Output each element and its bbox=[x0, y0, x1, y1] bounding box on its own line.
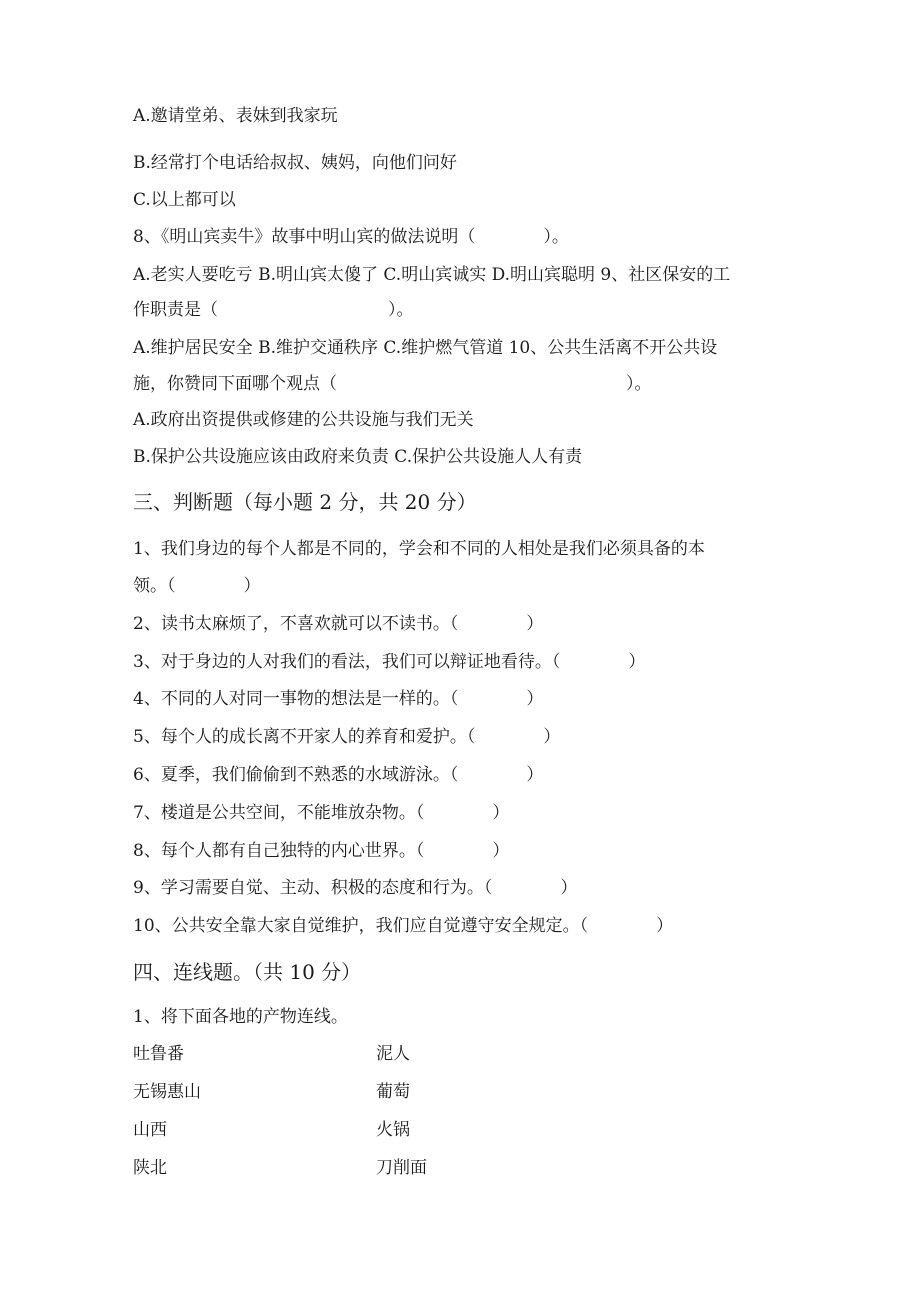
option-line: C.以上都可以 bbox=[133, 190, 236, 210]
matching-product: 泥人 bbox=[376, 1044, 410, 1064]
section-heading: 四、连线题。（共 10 分） bbox=[133, 960, 362, 984]
judge-item: 2、读书太麻烦了，不喜欢就可以不读书。（ ） bbox=[133, 614, 544, 634]
judge-item: 10、公共安全靠大家自觉维护，我们应自觉遵守安全规定。（ ） bbox=[133, 916, 674, 936]
question-line: 8、《明山宾卖牛》故事中明山宾的做法说明（ ）。 bbox=[133, 227, 569, 247]
matching-product: 葡萄 bbox=[376, 1082, 410, 1102]
matching-place: 陕北 bbox=[133, 1158, 167, 1178]
option-line: A.维护居民安全 B.维护交通秩序 C.维护燃气管道 10、公共生活离不开公共设 bbox=[133, 338, 718, 358]
judge-item: 7、楼道是公共空间，不能堆放杂物。（ ） bbox=[133, 803, 510, 823]
matching-place: 山西 bbox=[133, 1120, 167, 1140]
matching-instruction: 1、将下面各地的产物连线。 bbox=[133, 1007, 348, 1027]
option-line: B.经常打个电话给叔叔、姨妈，向他们问好 bbox=[133, 153, 457, 173]
option-line: A.邀请堂弟、表妹到我家玩 bbox=[133, 106, 338, 126]
judge-item: 4、不同的人对同一事物的想法是一样的。（ ） bbox=[133, 689, 544, 709]
matching-place: 无锡惠山 bbox=[133, 1082, 201, 1102]
section-heading: 三、判断题（每小题 2 分，共 20 分） bbox=[133, 490, 477, 514]
option-line: A.老实人要吃亏 B.明山宾太傻了 C.明山宾诚实 D.明山宾聪明 9、社区保安的工 bbox=[133, 265, 731, 285]
matching-product: 刀削面 bbox=[376, 1158, 427, 1178]
matching-place: 吐鲁番 bbox=[133, 1044, 184, 1064]
option-line: A.政府出资提供或修建的公共设施与我们无关 bbox=[133, 410, 474, 430]
judge-item: 5、每个人的成长离不开家人的养育和爱护。（ ） bbox=[133, 727, 561, 747]
judge-item: 1、我们身边的每个人都是不同的，学会和不同的人相处是我们必须具备的本 bbox=[133, 539, 705, 559]
judge-item: 领。（ ） bbox=[133, 576, 261, 596]
matching-product: 火锅 bbox=[376, 1120, 410, 1140]
option-line: B.保护公共设施应该由政府来负责 C.保护公共设施人人有责 bbox=[133, 447, 583, 467]
judge-item: 9、学习需要自觉、主动、积极的态度和行为。（ ） bbox=[133, 878, 578, 898]
judge-item: 3、对于身边的人对我们的看法，我们可以辩证地看待。（ ） bbox=[133, 652, 646, 672]
question-line: 施，你赞同下面哪个观点（ ）。 bbox=[133, 374, 652, 394]
judge-item: 6、夏季，我们偷偷到不熟悉的水域游泳。（ ） bbox=[133, 765, 544, 785]
judge-item: 8、每个人都有自己独特的内心世界。（ ） bbox=[133, 841, 510, 861]
question-line: 作职责是（ ）。 bbox=[133, 300, 414, 320]
